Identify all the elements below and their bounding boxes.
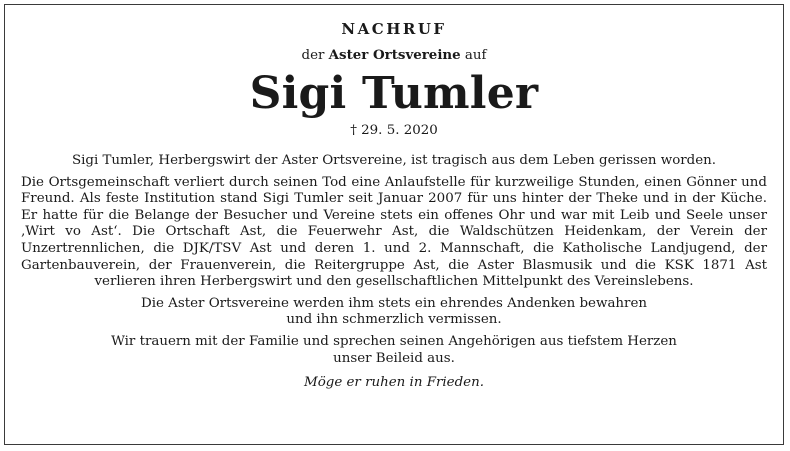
condolence-line-1: Wir trauern mit der Familie und sprechen seinen Angehörigen aus tiefstem Herzen bbox=[111, 333, 677, 349]
notice-body bbox=[5, 153, 783, 392]
remembrance-paragraph bbox=[21, 296, 767, 329]
death-date: † 29. 5. 2020 bbox=[350, 123, 438, 138]
remembrance-line-2: und ihn schmerzlich vermissen. bbox=[286, 312, 502, 328]
condolence-line-2: unser Beileid aus. bbox=[333, 350, 455, 366]
notice-sender-line bbox=[5, 47, 783, 64]
closing-line: Möge er ruhen in Frieden. bbox=[303, 375, 484, 391]
main-paragraph: Die Ortsgemeinschaft verliert durch seinen Tod eine Anlaufstelle für kurzweilige Stunden, einen Gönner und Freund. Als feste Institution stand Sigi Tumler seit Januar 2007 für uns hinter der Theke und in der Küche. Er hatte für die Belange der Besucher und Vereine stets ein offenes Ohr und war mit Leib und Seele unser ‚Wirt vo Ast‘. Die Ortschaft Ast, die Feuerwehr Ast, die Waldschützen Heidenkam, der Verein der Unzertrennlichen, die DJK/TSV Ast und deren 1. und 2. Mannschaft, die Katholische Landjugend, der Gartenbauverein, der Frauenverein, die Reitergruppe Ast, die Aster Blasmusik und die KSK 1871 Ast verlieren ihren Herbergswirt und den gesellschaftlichen Mittelpunkt des Vereinslebens. bbox=[21, 174, 767, 290]
sender-organization: Aster Ortsvereine bbox=[328, 47, 461, 63]
condolence-paragraph bbox=[21, 334, 767, 367]
obituary-notice bbox=[4, 4, 784, 445]
deceased-name: Sigi Tumler bbox=[249, 68, 539, 119]
sender-prefix: der bbox=[301, 48, 329, 63]
notice-heading: NACHRUF bbox=[341, 20, 447, 38]
remembrance-line-1: Die Aster Ortsvereine werden ihm stets ein ehrendes Andenken bewahren bbox=[140, 295, 647, 311]
lead-paragraph: Sigi Tumler, Herbergswirt der Aster Ortsvereine, ist tragisch aus dem Leben gerissen worden. bbox=[71, 153, 717, 168]
sender-suffix: auf bbox=[460, 48, 487, 63]
